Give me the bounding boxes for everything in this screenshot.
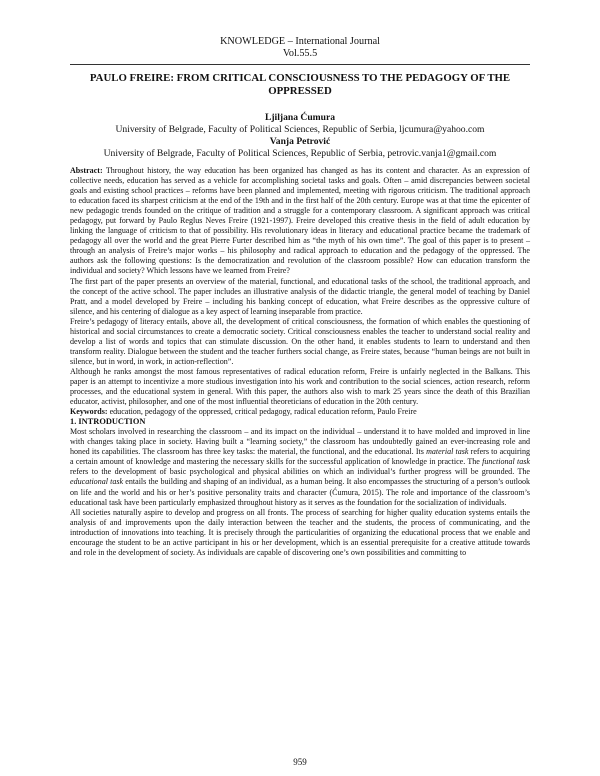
- keywords-label: Keywords:: [70, 407, 108, 417]
- page-number: 959: [293, 757, 307, 767]
- paper-title: PAULO FREIRE: FROM CRITICAL CONSCIOUSNESS TO THE PEDAGOGY OF THE OPPRESSED: [89, 72, 511, 97]
- section-heading-introduction: 1. INTRODUCTION: [70, 417, 146, 427]
- author-name-1: Ljiljana Ćumura: [264, 112, 336, 123]
- intro-text-a: Most scholars involved in researching the classroom – and its impact on the individual – understand it to have molded and improved in line with changes taking place in society. Having built a “learning society,” the classroom has undoubtedly gained an ever-increasing role and honed its capabilities. The classroom has three key tasks: the material, the functional, and the educational. Its: [70, 427, 530, 457]
- journal-header: [0, 36, 600, 60]
- abstract-label: Abstract:: [70, 166, 103, 175]
- intro-text-d: entails the building and shaping of an individual, as a human being. It also encompasses the structuring of a person’s outlook on life and the world and his or her’s positive personality traits and character (Ćumura, 2015). The role and importance of the classroom’s educational task have been particularly emphasized throughout history as it serves as the foundation for the socialization of individuals.: [70, 477, 531, 507]
- header-rule: [70, 64, 530, 65]
- abstract-paragraph-4: Although he ranks amongst the most famous representatives of radical education reform, Freire is unfairly neglected in the Balkans. This paper is an attempt to incentivize a more studious investigation into his work and contribution to the social sciences, action research, reform processes, and the educational system in general. With this paper, the authors also wish to mark 25 years since the death of this Brazilian educator, activist, philosopher, and one of the most influential theoreticians of education in the 20th century.: [70, 366, 530, 407]
- journal-volume: Vol.55.5: [282, 48, 318, 59]
- abstract-paragraph-2: The first part of the paper presents an overview of the material, functional, and educational tasks of the school, the traditional approach, and the concept of the active school. The paper includes an illustrative analysis of the didactic triangle, the general model of teaching by Daniel Pratt, and a model developed by Freire – including his banking concept of education, what Freire describes as the oppressive culture of silence, and his centering of dialogue as a key aspect of learning inseparable from practice.: [70, 276, 530, 316]
- paper-body: [70, 166, 530, 558]
- intro-text-b: refers to acquiring a certain amount of knowledge and mastering the necessary skills for the successful application of knowledge in practice. The: [70, 447, 530, 467]
- keywords-text: education, pedagogy of the oppressed, critical pedagogy, radical education reform, Paulo Freire: [109, 407, 417, 417]
- term-material-task: material task: [426, 447, 469, 457]
- term-functional-task: functional task: [482, 457, 530, 467]
- intro-paragraph-2: All societies naturally aspire to develop and progress on all fronts. The process of searching for higher quality education systems entails the analysis of and improvements upon the daily interaction between the teacher and the students, the process of communicating, and the introduction of innovations into teaching. It is precisely through the particularities of organizing the educational process that we enable and encourage the student to be an active participant in his or her development, which is an essential prerequisite for a creative attitude towards and role in the development of society. As individuals are capable of discovering one’s own possibilities and committing to: [70, 507, 530, 557]
- abstract-paragraph-3: Freire’s pedagogy of literacy entails, above all, the development of critical consciousness, the formation of which enables the questioning of historical and social circumstances to create a democratic society. Critical consciousness enables the teacher to understand social reality and develop a list of words and topics that can stimulate discussion. On the other hand, it enables students to learn to understand and then transform reality. Dialogue between the student and the teacher furthers social change, as Freire states, because “human beings are not built in silence, but in word, in work, in action-reflection”.: [70, 316, 530, 366]
- intro-paragraph-1: [70, 427, 530, 507]
- journal-name: KNOWLEDGE – International Journal: [220, 36, 380, 47]
- author-affiliation-2: University of Belgrade, Faculty of Political Sciences, Republic of Serbia, petrovic.vanja1@gmail.com: [103, 148, 497, 159]
- author-block: [60, 112, 540, 160]
- abstract-paragraph-1: [70, 166, 530, 277]
- author-name-2: Vanja Petrović: [269, 136, 331, 147]
- abstract-text-1: Throughout history, the way education has been organized has changed as has its content and character. As an expression of collective needs, education has served as a vehicle for accomplishing societal tasks and goals. Often – amid discrepancies between societal goals and existing school practices – reforms have been planned and implemented, meeting with rigorous criticism. The traditional approach to education faced its sharpest criticism at the end of the 19th and in the first half of the 20th century. Europe was at that time the epicenter of new pedagogic trends founded on the critique of tradition and a struggle for a contemporary classroom. A significant approach was critical pedagogy, put forward by Paulo Reglus Neves Freire (1921-1997). Freire developed this creative thesis in the field of adult education by linking the language of criticism to that of possibility. His revolutionary ideas in literacy and educational practice became the trademark of pedagogy all over the world and the great Pierre Furter described him as “the myth of his own time”. The goal of this paper is to present – through an analysis of Freire’s major works – his philosophy and radical approach to education and the pedagogy of the oppressed. The authors ask the following questions: Is the democratization and revolution of the classroom possible? How can education transform the individual and society? Which lessons have we learned from Freire?: [70, 166, 530, 276]
- intro-text-c: refers to the development of basic psychological and physical abilities on which an individual’s further progress will be grounded. The: [70, 467, 530, 477]
- keywords-line: [70, 407, 530, 417]
- term-educational-task: educational task: [70, 477, 124, 487]
- author-affiliation-1: University of Belgrade, Faculty of Political Sciences, Republic of Serbia, ljcumura@yahoo.com: [115, 124, 485, 135]
